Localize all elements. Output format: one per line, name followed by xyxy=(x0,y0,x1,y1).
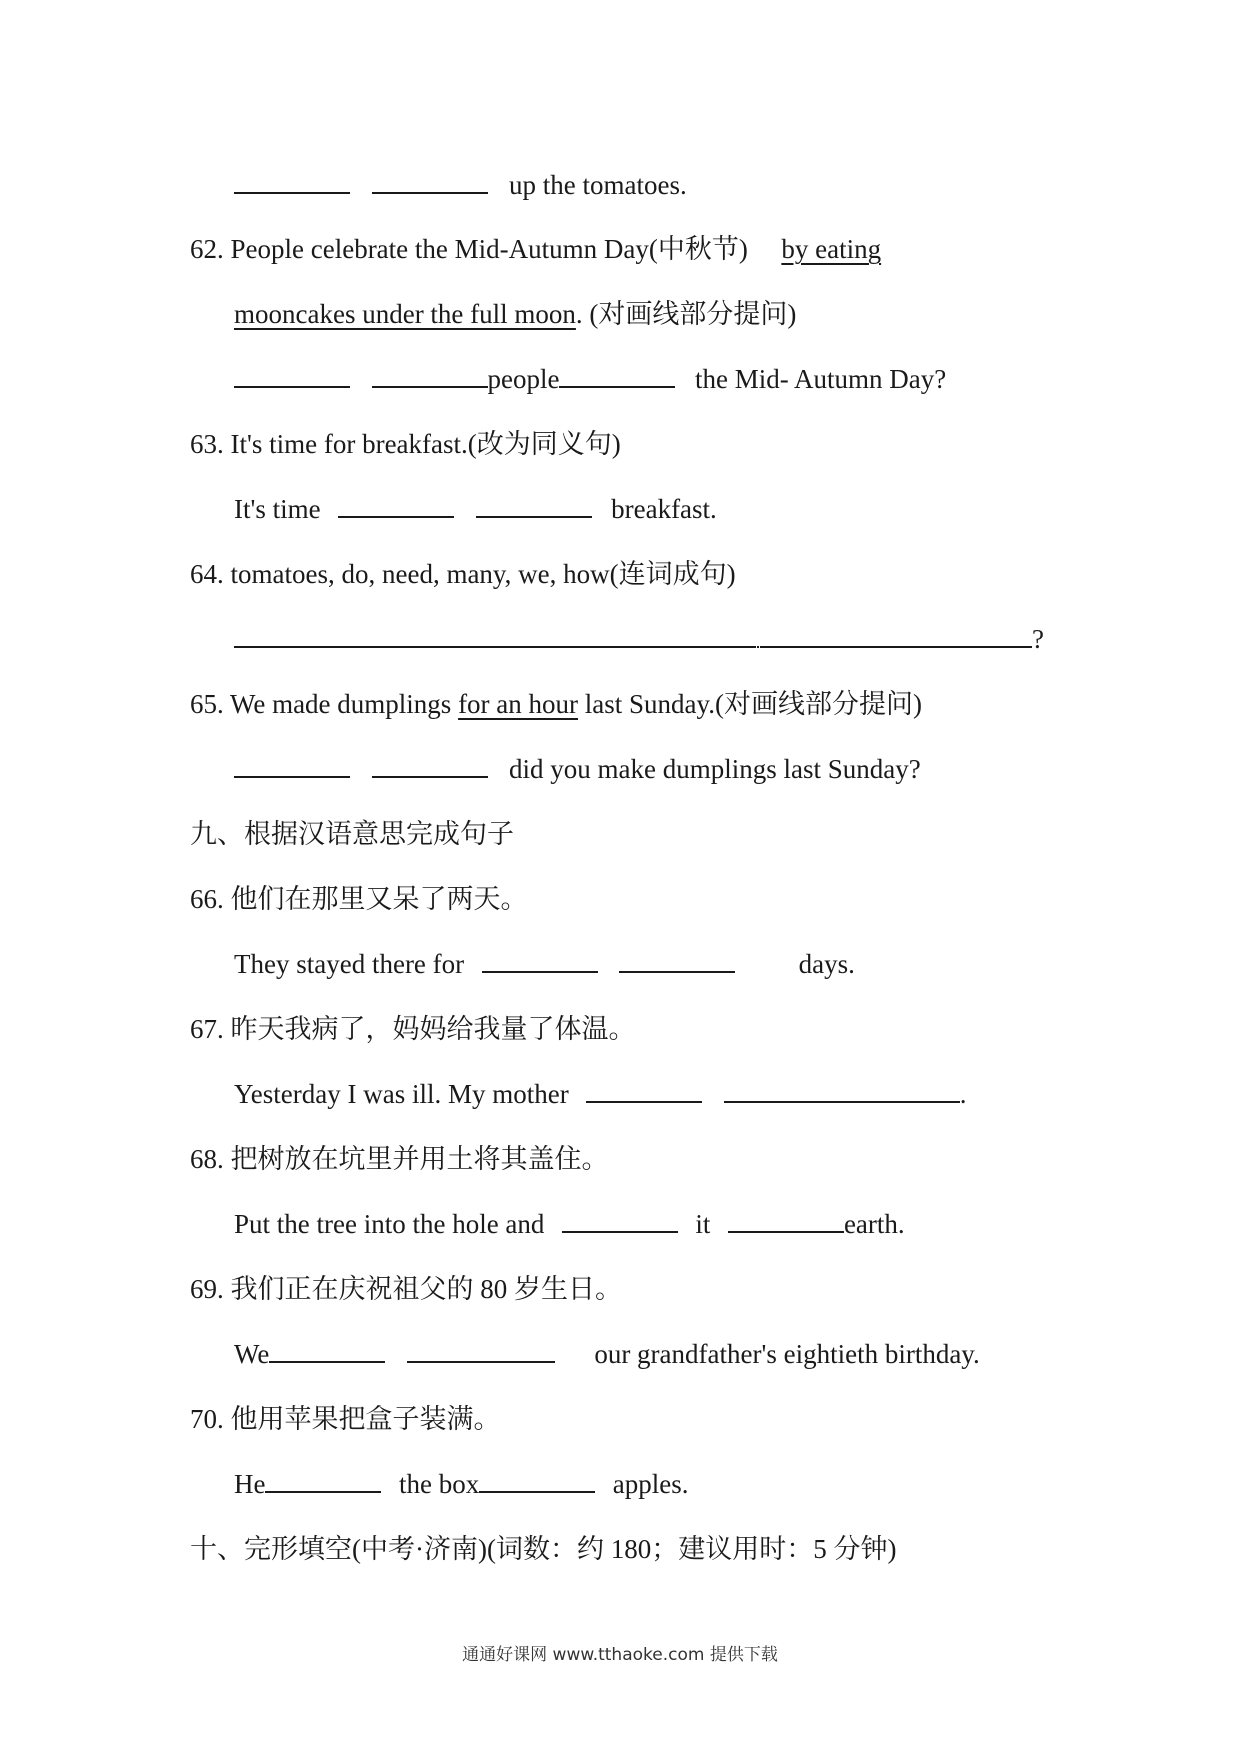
q63-answer-tail: breakfast. xyxy=(611,494,717,524)
footer-source-note: 通通好课网 www.tthaoke.com 提供下载 xyxy=(462,1645,778,1665)
q62-underlined-part-1: by eating xyxy=(781,234,882,264)
answer-blank[interactable] xyxy=(562,1205,678,1233)
q66-text: 他们在那里又呆了两天。 xyxy=(230,884,528,914)
q68-question xyxy=(190,1139,609,1179)
q68-answer-head: Put the tree into the hole and xyxy=(234,1209,545,1239)
q62-period: . xyxy=(575,299,583,329)
q62-question xyxy=(190,229,881,269)
answer-blank[interactable] xyxy=(559,360,675,388)
q66-question xyxy=(190,879,528,919)
answer-blank[interactable] xyxy=(372,750,488,778)
q67-answer-line xyxy=(234,1074,966,1114)
q64-answer-tail: ? xyxy=(1032,624,1044,654)
q63-answer-line xyxy=(234,489,717,529)
q68-answer-mid: it xyxy=(695,1209,711,1239)
q70-text: 他用苹果把盒子装满。 xyxy=(230,1404,501,1434)
q65-answer-line xyxy=(234,749,921,789)
q62-question-cont xyxy=(234,294,796,334)
answer-blank[interactable] xyxy=(619,945,735,973)
answer-blank[interactable] xyxy=(265,1465,381,1493)
q69-answer-tail: our grandfather's eightieth birthday. xyxy=(594,1339,980,1369)
answer-blank[interactable] xyxy=(234,166,350,194)
answer-blank[interactable] xyxy=(482,945,598,973)
q69-answer-line xyxy=(234,1334,980,1374)
question-number: 68. xyxy=(190,1144,224,1174)
answer-blank[interactable] xyxy=(586,1075,702,1103)
q67-answer-head: Yesterday I was ill. My mother xyxy=(234,1079,569,1109)
section-9-title: 九、根据汉语意思完成句子 xyxy=(190,819,514,849)
q63-answer-head: It's time xyxy=(234,494,321,524)
answer-blank[interactable] xyxy=(728,1205,844,1233)
answer-blank[interactable] xyxy=(724,1075,960,1103)
q67-answer-tail: . xyxy=(959,1079,967,1109)
q70-answer-mid: the box xyxy=(398,1469,480,1499)
answer-blank[interactable] xyxy=(476,490,592,518)
q65-text-pre: We made dumplings xyxy=(230,689,452,719)
q63-question xyxy=(190,424,621,464)
question-number: 66. xyxy=(190,884,224,914)
answer-blank[interactable] xyxy=(762,620,1032,648)
q65-underlined: for an hour xyxy=(458,689,579,719)
q70-answer-head: He xyxy=(234,1469,266,1499)
q66-answer-tail: days. xyxy=(798,949,855,979)
q68-text: 把树放在坑里并用土将其盖住。 xyxy=(230,1144,609,1174)
q62-underlined-part-2: mooncakes under the full moon xyxy=(234,299,576,329)
answer-blank[interactable] xyxy=(269,1335,385,1363)
q64-text: tomatoes, do, need, many, we, how(连词成句) xyxy=(230,559,736,589)
q70-question xyxy=(190,1399,501,1439)
answer-blank[interactable] xyxy=(372,360,488,388)
answer-blank[interactable] xyxy=(234,750,350,778)
q61-answer-line xyxy=(234,165,687,205)
answer-blank[interactable] xyxy=(338,490,454,518)
q61-answer-tail: up the tomatoes. xyxy=(509,170,687,200)
q70-answer-line xyxy=(234,1464,688,1504)
q62-instruction: (对画线部分提问) xyxy=(589,299,797,329)
q62-text: People celebrate the Mid-Autumn Day(中秋节) xyxy=(230,234,748,264)
q64-answer-line xyxy=(234,619,1044,659)
q68-answer-line xyxy=(234,1204,905,1244)
q63-text: It's time for breakfast.(改为同义句) xyxy=(230,429,621,459)
question-number: 63. xyxy=(190,429,224,459)
q69-text: 我们正在庆祝祖父的 80 岁生日。 xyxy=(230,1274,622,1304)
q65-answer-tail: did you make dumplings last Sunday? xyxy=(509,754,921,784)
answer-blank[interactable] xyxy=(234,620,754,648)
answer-blank[interactable] xyxy=(234,360,350,388)
q67-text: 昨天我病了，妈妈给我量了体温。 xyxy=(230,1014,636,1044)
q64-question xyxy=(190,554,736,594)
answer-blank-joint xyxy=(754,620,762,648)
q65-text-post: last Sunday.(对画线部分提问) xyxy=(584,689,923,719)
q62-answer-tail: the Mid- Autumn Day? xyxy=(694,364,947,394)
q68-answer-tail: earth. xyxy=(843,1209,905,1239)
question-number: 70. xyxy=(190,1404,224,1434)
q66-answer-head: They stayed there for xyxy=(234,949,465,979)
q62-answer-line xyxy=(234,359,946,399)
section-10-title: 十、完形填空(中考·济南)(词数：约 180；建议用时：5 分钟) xyxy=(190,1534,897,1564)
q62-answer-mid: people xyxy=(487,364,560,394)
answer-blank[interactable] xyxy=(479,1465,595,1493)
q69-answer-head: We xyxy=(234,1339,270,1369)
question-number: 65. xyxy=(190,689,224,719)
q66-answer-line xyxy=(234,944,855,984)
question-number: 64. xyxy=(190,559,224,589)
q65-question xyxy=(190,684,922,724)
answer-blank[interactable] xyxy=(372,166,488,194)
q69-question xyxy=(190,1269,622,1309)
answer-blank[interactable] xyxy=(407,1335,555,1363)
q70-answer-tail: apples. xyxy=(612,1469,689,1499)
question-number: 67. xyxy=(190,1014,224,1044)
question-number: 69. xyxy=(190,1274,224,1304)
question-number: 62. xyxy=(190,234,224,264)
q67-question xyxy=(190,1009,636,1049)
